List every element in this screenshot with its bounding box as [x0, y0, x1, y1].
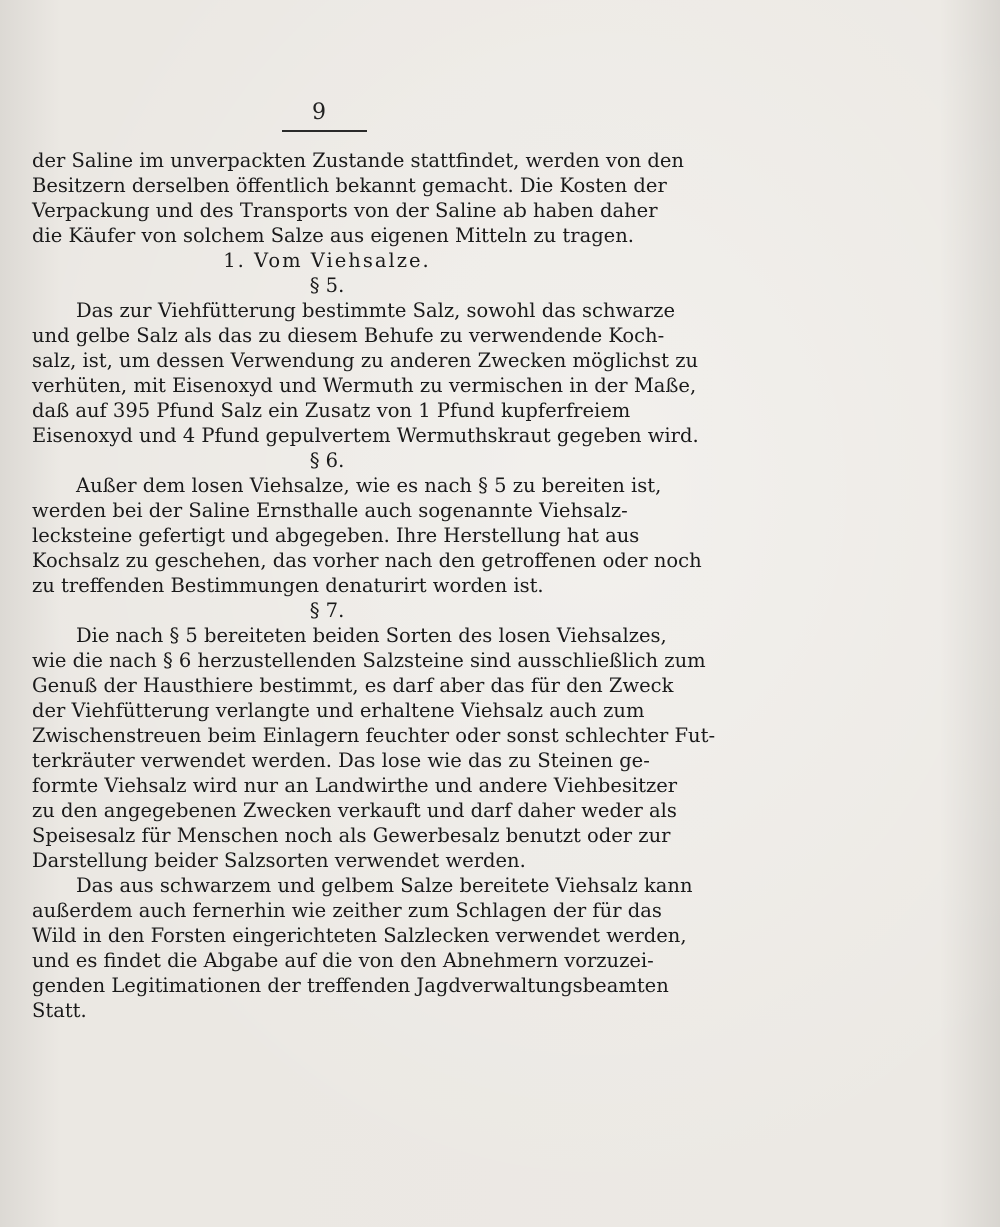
text-line: wie die nach § 6 herzustellenden Salzsteine sind ausschließlich zum: [32, 649, 706, 672]
text-line: Eisenoxyd und 4 Pfund gepulvertem Wermuthskraut gegeben wird.: [32, 424, 699, 447]
text-line: terkräuter verwendet werden. Das lose wie das zu Steinen ge-: [32, 749, 650, 772]
text-line: außerdem auch fernerhin wie zeither zum Schlagen der für das: [32, 899, 662, 922]
text-line: lecksteine gefertigt und abgegeben. Ihre Herstellung hat aus: [32, 524, 640, 547]
text-line: Besitzern derselben öffentlich bekannt gemacht. Die Kosten der: [32, 174, 667, 197]
text-line: Außer dem losen Viehsalze, wie es nach § 5 zu bereiten ist,: [76, 474, 662, 497]
text-line: Kochsalz zu geschehen, das vorher nach den getroffenen oder noch: [32, 549, 702, 572]
text-line: Darstellung beider Salzsorten verwendet werden.: [32, 849, 526, 872]
body-text: [32, 148, 716, 1023]
paragraph-number: § 6.: [309, 449, 345, 472]
text-line: zu den angegebenen Zwecken verkauft und darf daher weder als: [32, 799, 677, 822]
text-line: Das aus schwarzem und gelbem Salze bereitete Viehsalz kann: [76, 874, 693, 897]
text-line: Zwischenstreuen beim Einlagern feuchter oder sonst schlechter Fut-: [32, 724, 716, 747]
header-rule: [282, 130, 367, 132]
text-line: Statt.: [32, 999, 87, 1022]
paragraph-number: § 5.: [309, 274, 345, 297]
text-line: formte Viehsalz wird nur an Landwirthe und andere Viehbesitzer: [32, 774, 678, 797]
text-line: und es findet die Abgabe auf die von den Abnehmern vorzuzei-: [32, 949, 654, 972]
text-line: genden Legitimationen der treffenden Jagdverwaltungsbeamten: [32, 974, 669, 997]
text-line: Die nach § 5 bereiteten beiden Sorten des losen Viehsalzes,: [76, 624, 667, 647]
text-line: Genuß der Hausthiere bestimmt, es darf aber das für den Zweck: [32, 674, 674, 697]
section-heading: 1. Vom Viehsalze.: [223, 249, 431, 272]
text-line: der Saline im unverpackten Zustande stattfindet, werden von den: [32, 149, 684, 172]
text-line: Das zur Viehfütterung bestimmte Salz, sowohl das schwarze: [76, 299, 675, 322]
text-line: salz, ist, um dessen Verwendung zu anderen Zwecken möglichst zu: [32, 349, 699, 372]
text-line: verhüten, mit Eisenoxyd und Wermuth zu vermischen in der Maße,: [32, 374, 697, 397]
text-line: werden bei der Saline Ernsthalle auch sogenannte Viehsalz-: [32, 499, 628, 522]
page-number: 9: [312, 100, 326, 125]
paragraph-number: § 7.: [309, 599, 345, 622]
text-line: der Viehfütterung verlangte und erhaltene Viehsalz auch zum: [32, 699, 645, 722]
text-line: Speisesalz für Menschen noch als Gewerbesalz benutzt oder zur: [32, 824, 671, 847]
text-line: Verpackung und des Transports von der Saline ab haben daher: [32, 199, 658, 222]
text-line: Wild in den Forsten eingerichteten Salzlecken verwendet werden,: [32, 924, 687, 947]
text-line: und gelbe Salz als das zu diesem Behufe zu verwendende Koch-: [32, 324, 665, 347]
text-line: zu treffenden Bestimmungen denaturirt worden ist.: [32, 574, 544, 597]
text-line: die Käufer von solchem Salze aus eigenen Mitteln zu tragen.: [32, 224, 634, 247]
text-line: daß auf 395 Pfund Salz ein Zusatz von 1 Pfund kupferfreiem: [32, 399, 631, 422]
